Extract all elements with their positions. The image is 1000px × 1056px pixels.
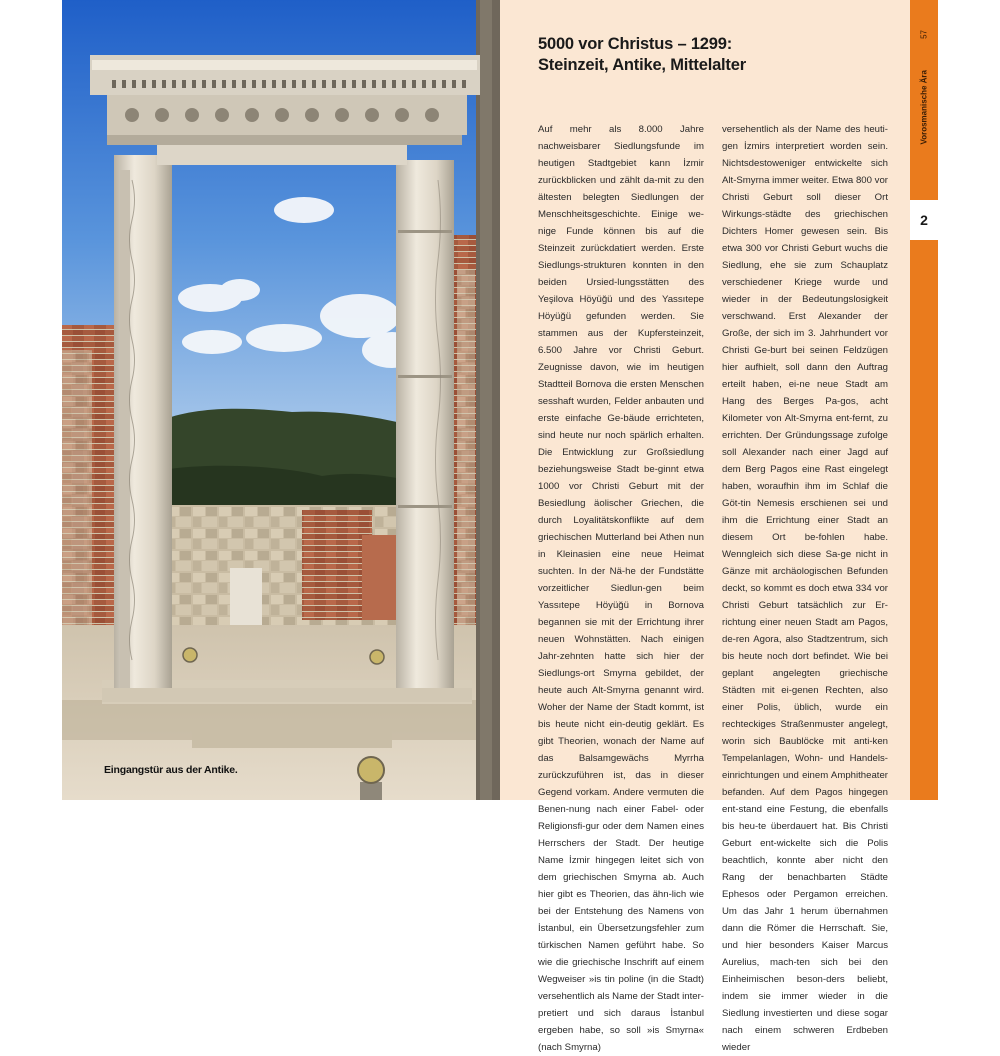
photo-ancient-doorway [62,0,500,800]
body-column-right: versehentlich als der Name des heuti-gen İzmirs interpretiert worden sein. Nichtsdestoweniger entwickelte sich Alt-Smyrna immer weiter. Etwa 800 vor Christi Geburt soll dieser Ort Wirkungs-städte des griechischen Dichters Homer gewesen sein. Bis etwa 300 vor Christi Geburt wuchs die Siedlung, ehe sie zum Schauplatz verschiedener Kriege wurde und wieder in der Bedeutungslosigkeit verschwand. Erst Alexander der Große, der sich im 3. Jahrhundert vor Christi Ge-burt bei seinen Feldzügen hier aufhielt, soll dann den Auftrag erteilt haben, ei-ne neue Stadt am Hang des Berges Pa-gos, acht Kilometer von Alt-Smyrna ent-fernt, zu errichten. Der Gründungssage zufolge soll Alexander nach einer Jagd auf dem Berg Pagos eine Rast eingelegt haben, woraufhin ihm im Schlaf die Göt-tin Nemesis erschienen sei und ihm die Errichtung einer Stadt an diesem Ort be-fohlen habe. Wenngleich sich diese Sa-ge nicht in Gänze mit archäologischen Befunden deckt, so kommt es doch etwa 334 vor Christi Geburt tatsächlich zur Er-richtung einer neuen Stadt am Pagos, de-ren Agora, also Stadtzentrum, sich bis heute noch dort befindet. Wie bei geplant angelegten griechische Städten mit ei-genen Rechten, also einer Polis, üblich, wurde ein rechteckiges Straßenmuster angelegt, worin sich Baublöcke mit anti-ken Tempelanlagen, Wohn- und Handels-einrichtungen und einem Amphitheater befanden. Auf dem Pagos hingegen ent-stand eine Festung, die ebenfalls bis heu-te überdauert hat. Bis Christi Geburt ent-wickelte sich die Polis beachtlich, konnte aber nicht den Rang der benachbarten Städte Ephesos oder Pergamon erreichen. Um das Jahr 1 herum übernahmen dann die Römer die Herrschaft. Sie, und hier besonders Kaiser Marcus Aurelius, mach-ten sich bei den Einheimischen beson-ders beliebt, indem sie immer wieder in die Siedlung investierten und diese sogar nach einem schweren Erdbeben wieder [722,124,888,1053]
photo-caption: Eingangstür aus der Antike. [104,764,238,776]
doorway-illustration [62,0,500,800]
heading-line-1: 5000 vor Christus – 1299: [538,35,733,53]
chapter-marker[interactable] [910,200,938,240]
page-number: 57 [919,30,929,39]
spotlight-icon [358,757,384,800]
threshold [102,688,472,702]
section-title: Vorosmanische Ära [919,70,929,145]
body-column-left: Auf mehr als 8.000 Jahre nachweisbarer Siedlungsfunde im heutigen Stadtgebiet kann İzmir zurückblicken und zählt da-mit zu den ältesten belegten Siedlungen der Menschheitsgeschichte. Einige we-nige Funde können bis auf die Steinzeit zurückdatiert werden. Erste Siedlungs-strukturen konnten in den beiden Ursied-lungsstätten des Yeşilova Höyüğü und des Yassıtepe Höyüğü gefunden werden. Sie stammen aus der Kupfersteinzeit, 6.500 Jahre vor Christi Geburt. Zeugnisse davon, wie im heutigen Stadtteil Bornova die ersten Menschen sesshaft wurden, Felder anbauten und erste einfache Ge-bäude errichteten, sind heute nur noch spärlich erhalten. Die Entwicklung zur Großsiedlung beziehungsweise Stadt be-ginnt etwa 1000 vor Christi Geburt mit der Besiedlung äolischer Griechen, die durch Loyalitätskonflikte auf dem griechischen Mutterland bei Athen nun in Kleinasien eine neue Heimat suchten. In der Nä-he der Fundstätte vorzeitlicher Siedlun-gen beim Yassıtepe Höyüğü in Bornova begannen sie mit der Errichtung ihrer neuen Wohnstätten. Nach einigen Jahr-zehnten hatte sich hier der Siedlungs-ort Smyrna gebildet, der heute auch Alt-Smyrna genannt wird. Woher der Name der Stadt kommt, ist bis heute nicht ein-deutig geklärt. Es gibt Theorien, wonach der Name auf das Balsamgewächs Myrrha zurückzuführen ist, das in dieser Gegend vorkam. Andere vermuten die Benen-nung nach einer Fabel- oder Religionsfi-gur oder dem Namen eines Herrschers der Stadt. Der heutige Name İzmir hingegen leitet sich von dem griechischen Smyrna ab. Auch hier gibt es Theorien, das ähn-lich wie bei der Entstehung des Namens von İstanbul, ein Übersetzungsfehler zum türkischen Namen geführt habe. So wie die griechische Inschrift auf einem Wegweiser »is tin poline (in die Stadt) versehentlich als Name der Stadt inter-pretiert und sich daraus İstanbul ergeben habe, so soll »is Smyrna« (nach Smyrna) [538,124,704,1053]
text-page [500,0,910,1053]
heading-line-2: Steinzeit, Antike, Mittelalter [538,56,746,74]
right-pillar [396,160,454,690]
chapter-heading [538,34,868,76]
chapter-number: 2 [920,212,928,228]
running-header [910,30,938,170]
